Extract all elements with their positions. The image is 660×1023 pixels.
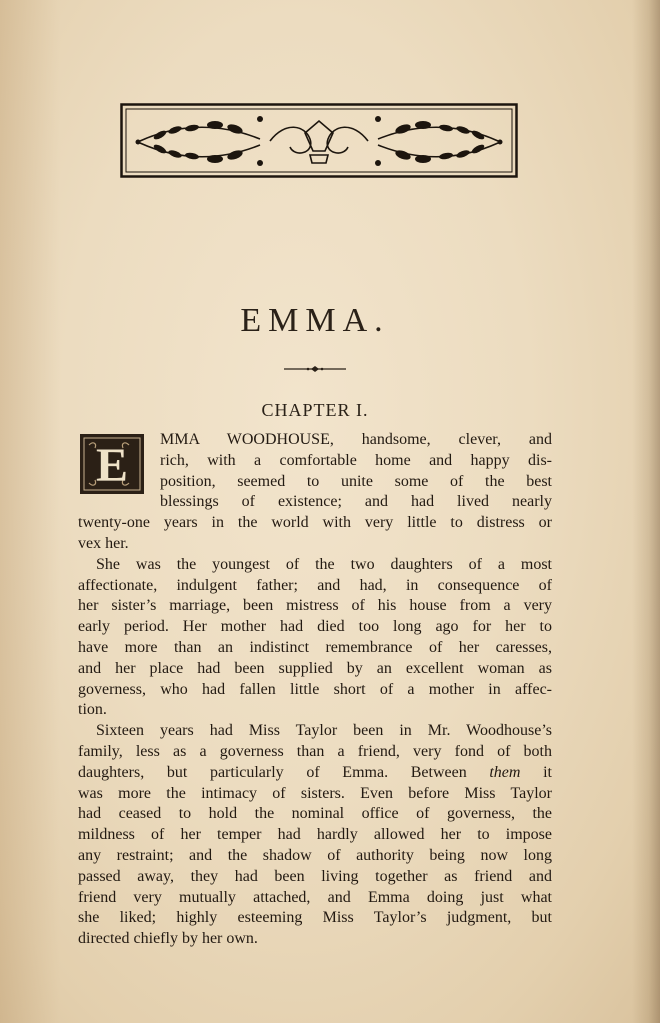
text-line: rich, with a comfortable home and happy dis- <box>160 451 552 469</box>
text-line: governess, who had fallen little short of a mother in affec- <box>78 680 552 698</box>
text-line: had ceased to hold the nominal office of governess, the <box>78 805 552 823</box>
text-line: affectionate, indulgent father; and had, in consequence of <box>78 576 552 594</box>
text-line: passed away, they had been living together as friend and <box>78 867 552 885</box>
text-line: Sixteen years had Miss Taylor been in Mr. Woodhouse’s <box>96 722 552 740</box>
text-segment: it <box>520 763 552 781</box>
text-line: directed chiefly by her own. <box>78 930 258 948</box>
text-line: family, less as a governess than a friend, very fond of both <box>78 742 552 760</box>
chapter-text <box>78 430 552 950</box>
text-line: any restraint; and the shadow of authority being now long <box>78 846 552 864</box>
text-segment: daughters, but particularly of Emma. Between <box>78 763 467 781</box>
text-line: blessings of existence; and had lived nearly <box>160 493 552 511</box>
text-line: have more than an indistinct remembrance of her caresses, <box>78 638 552 656</box>
text-line: early period. Her mother had died too long ago for her to <box>78 618 552 636</box>
page-edge-shadow <box>632 0 660 1023</box>
page-shadow-left <box>0 0 60 1023</box>
title-divider <box>284 364 346 374</box>
text-line: and her place had been supplied by an excellent woman as <box>78 659 552 677</box>
text-line: position, seemed to unite some of the best <box>160 472 552 490</box>
text-line-with-italic <box>78 763 552 784</box>
text-line: friend very mutually attached, and Emma doing just what <box>78 888 552 906</box>
text-line: was more the intimacy of sisters. Even before Miss Taylor <box>78 784 552 802</box>
italic-word: them <box>489 763 521 781</box>
text-line: vex her. <box>78 534 129 552</box>
text-line: she liked; highly esteeming Miss Taylor’s judgment, but <box>78 909 552 927</box>
text-line: mildness of her temper had hardly allowed her to impose <box>78 826 552 844</box>
book-title: EMMA. <box>240 302 390 339</box>
text-line: twenty-one years in the world with very little to distress or <box>78 514 552 532</box>
drop-cap-letter: E <box>95 439 129 492</box>
floral-headpiece-ornament <box>120 103 518 178</box>
chapter-heading: CHAPTER I. <box>261 400 369 420</box>
text-line: She was the youngest of the two daughters of a most <box>96 555 552 573</box>
text-line: her sister’s marriage, been mistress of his house from a very <box>78 597 552 615</box>
text-line: tion. <box>78 701 107 719</box>
text-line: MMA WOODHOUSE, handsome, clever, and <box>160 431 552 448</box>
